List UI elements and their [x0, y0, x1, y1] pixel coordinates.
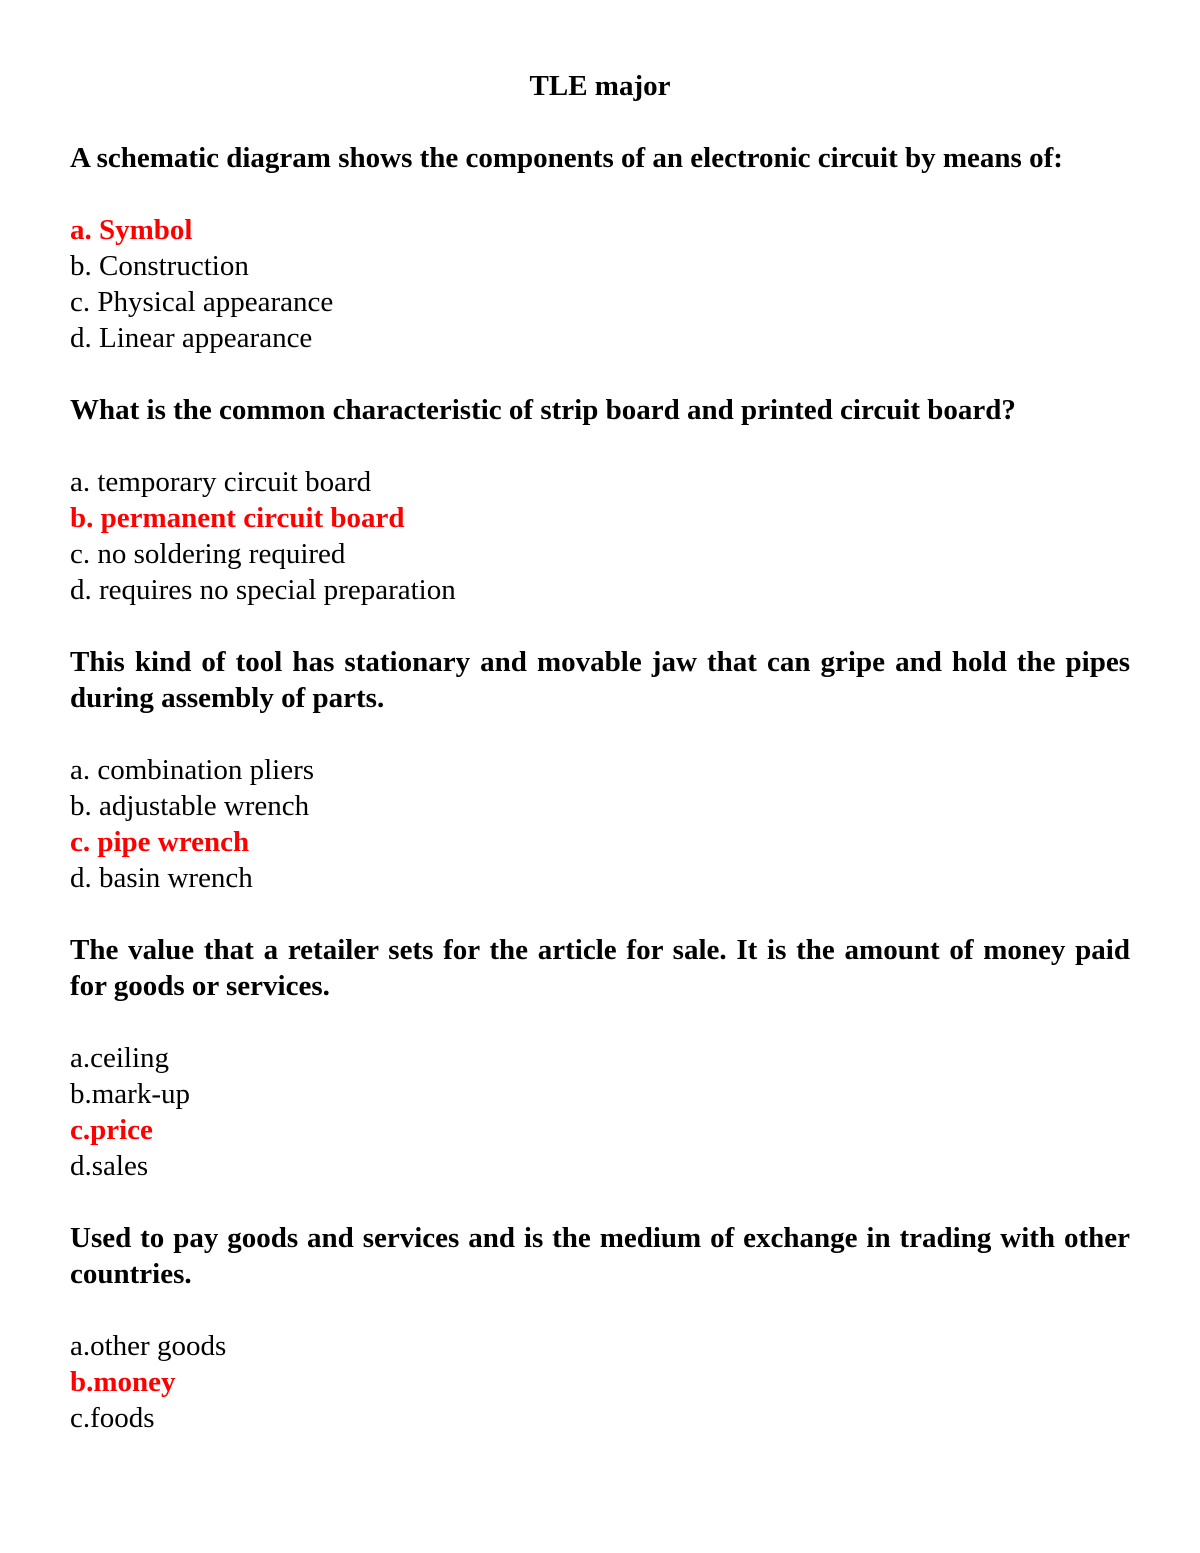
choice-list: [70, 1040, 1130, 1184]
question-text: Used to pay goods and services and is the medium of exchange in trading with other countries.: [70, 1222, 1130, 1290]
choice: d. basin wrench: [70, 862, 253, 894]
choice: a.ceiling: [70, 1042, 170, 1074]
document-page: [70, 68, 1130, 1472]
choice: a. temporary circuit board: [70, 466, 372, 498]
choice: c.foods: [70, 1402, 155, 1434]
question-2: [70, 392, 1130, 608]
choice: a.other goods: [70, 1330, 227, 1362]
choice: c. no soldering required: [70, 538, 346, 570]
question-text: A schematic diagram shows the components of an electronic circuit by means of:: [70, 142, 1063, 174]
choice-list: [70, 464, 1130, 608]
choice: b. Construction: [70, 250, 249, 282]
question-3: [70, 644, 1130, 896]
choice: d.sales: [70, 1150, 149, 1182]
choice: c. Physical appearance: [70, 286, 334, 318]
correct-choice: c. pipe wrench: [70, 826, 250, 858]
correct-choice: a. Symbol: [70, 214, 193, 246]
question-text: This kind of tool has stationary and movable jaw that can gripe and hold the pipes during assembly of parts.: [70, 646, 1130, 714]
question-text: The value that a retailer sets for the article for sale. It is the amount of money paid for goods or services.: [70, 934, 1130, 1002]
document-title: TLE major: [529, 70, 671, 102]
choice: d. Linear appearance: [70, 322, 313, 354]
question-1: [70, 140, 1130, 356]
question-4: [70, 932, 1130, 1184]
correct-choice: b. permanent circuit board: [70, 502, 405, 534]
question-text: What is the common characteristic of strip board and printed circuit board?: [70, 394, 1016, 426]
choice: d. requires no special preparation: [70, 574, 456, 606]
choice-list: [70, 752, 1130, 896]
choice-list: [70, 212, 1130, 356]
correct-choice: c.price: [70, 1114, 153, 1146]
question-5: [70, 1220, 1130, 1436]
choice-list: [70, 1328, 1130, 1436]
choice: b. adjustable wrench: [70, 790, 310, 822]
choice: b.mark-up: [70, 1078, 190, 1110]
choice: a. combination pliers: [70, 754, 315, 786]
correct-choice: b.money: [70, 1366, 176, 1398]
